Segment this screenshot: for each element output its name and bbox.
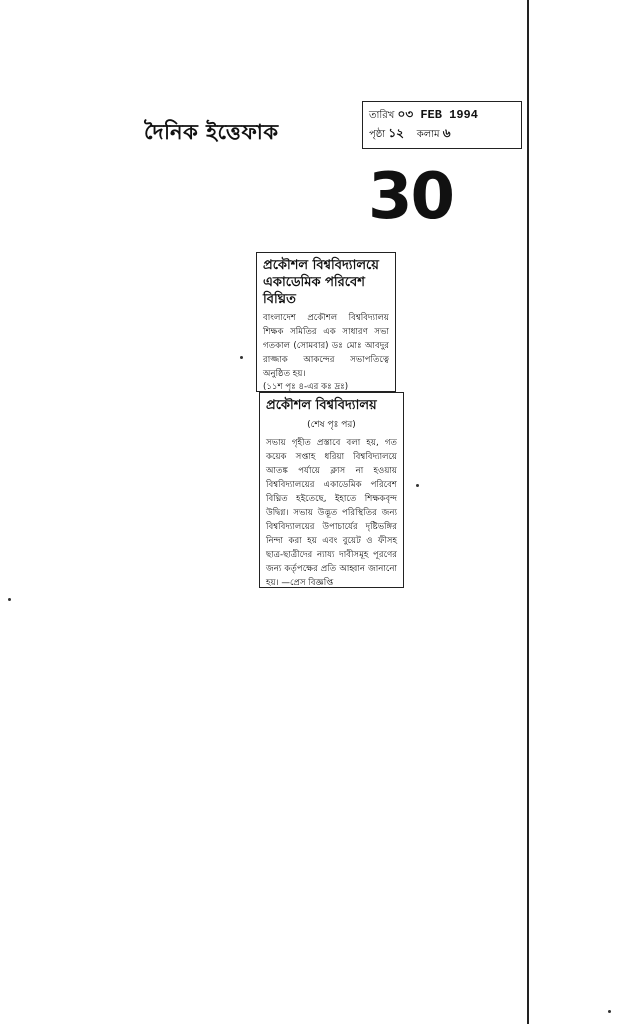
newspaper-name: দৈনিক ইত্তেফাক <box>144 120 279 144</box>
stamp-date-label: তারিখ <box>369 110 395 121</box>
clipping-continuation: (১১শ পৃঃ ৪-এর কঃ দ্রঃ) <box>263 382 349 392</box>
clipping-continued-headline: প্রকৌশল বিশ্ববিদ্যালয় <box>266 398 377 413</box>
scan-speck <box>608 1010 611 1013</box>
news-clipping-top <box>256 252 396 392</box>
stamp-column-value: ৬ <box>442 127 451 141</box>
clipping-body: বাংলাদেশ প্রকৌশল বিশ্ববিদ্যালয় শিক্ষক সমিতির এক সাধারণ সভা গতকাল (সোমবার) ডঃ মোঃ আবদুর রাজ্জাক আকন্দের সভাপতিত্বে অনুষ্ঠিত হয়। <box>263 313 389 379</box>
scan-speck <box>240 356 243 359</box>
clipping-headline: প্রকৌশল বিশ্ববিদ্যালয়ে একাডেমিক পরিবেশ বিঘ্নিত <box>263 258 379 307</box>
date-stamp <box>362 101 522 149</box>
stamp-page-row <box>369 125 515 144</box>
scan-speck <box>416 484 419 487</box>
stamp-column-label: কলাম <box>416 129 440 140</box>
stamp-page-label: পৃষ্ঠা <box>369 129 386 140</box>
clipping-continued-body: সভায় গৃহীত প্রস্তাবে বলা হয়, গত কয়েক সপ্তাহ ধরিয়া বিশ্ববিদ্যালয়ে আতঙ্ক পর্যায়ে ক্লাস না হওয়ায় বিশ্ববিদ্যালয়ের একাডেমিক পরিবেশ বিঘ্নিত হইতেছে, ইহাতে শিক্ষকবৃন্দ উদ্বিগ্ন। সভায় উদ্ভূত পরিস্থিতির জন্য বিশ্ববিদ্যালয়ের উপাচার্যের দৃষ্টিভঙ্গির নিন্দা করা হয় এবং বুয়েট ও ফীসহ ছাত্র-ছাত্রীদের ন্যায্য দাবীসমূহ পূরণের জন্য কর্তৃপক্ষের প্রতি আহ্বান জানানো হয়। —প্রেস বিজ্ঞপ্তি <box>266 438 397 588</box>
handwritten-page-number: 30 <box>368 160 454 234</box>
stamp-page-value: ১২ <box>388 127 404 141</box>
clipping-subhead: (শেষ পৃঃ পর) <box>307 420 356 430</box>
margin-line <box>527 0 529 1024</box>
scan-speck <box>8 598 11 601</box>
stamp-date-value: ০৩ FEB 1994 <box>397 108 478 122</box>
stamp-date-row <box>369 106 515 125</box>
news-clipping-bottom <box>259 392 404 588</box>
